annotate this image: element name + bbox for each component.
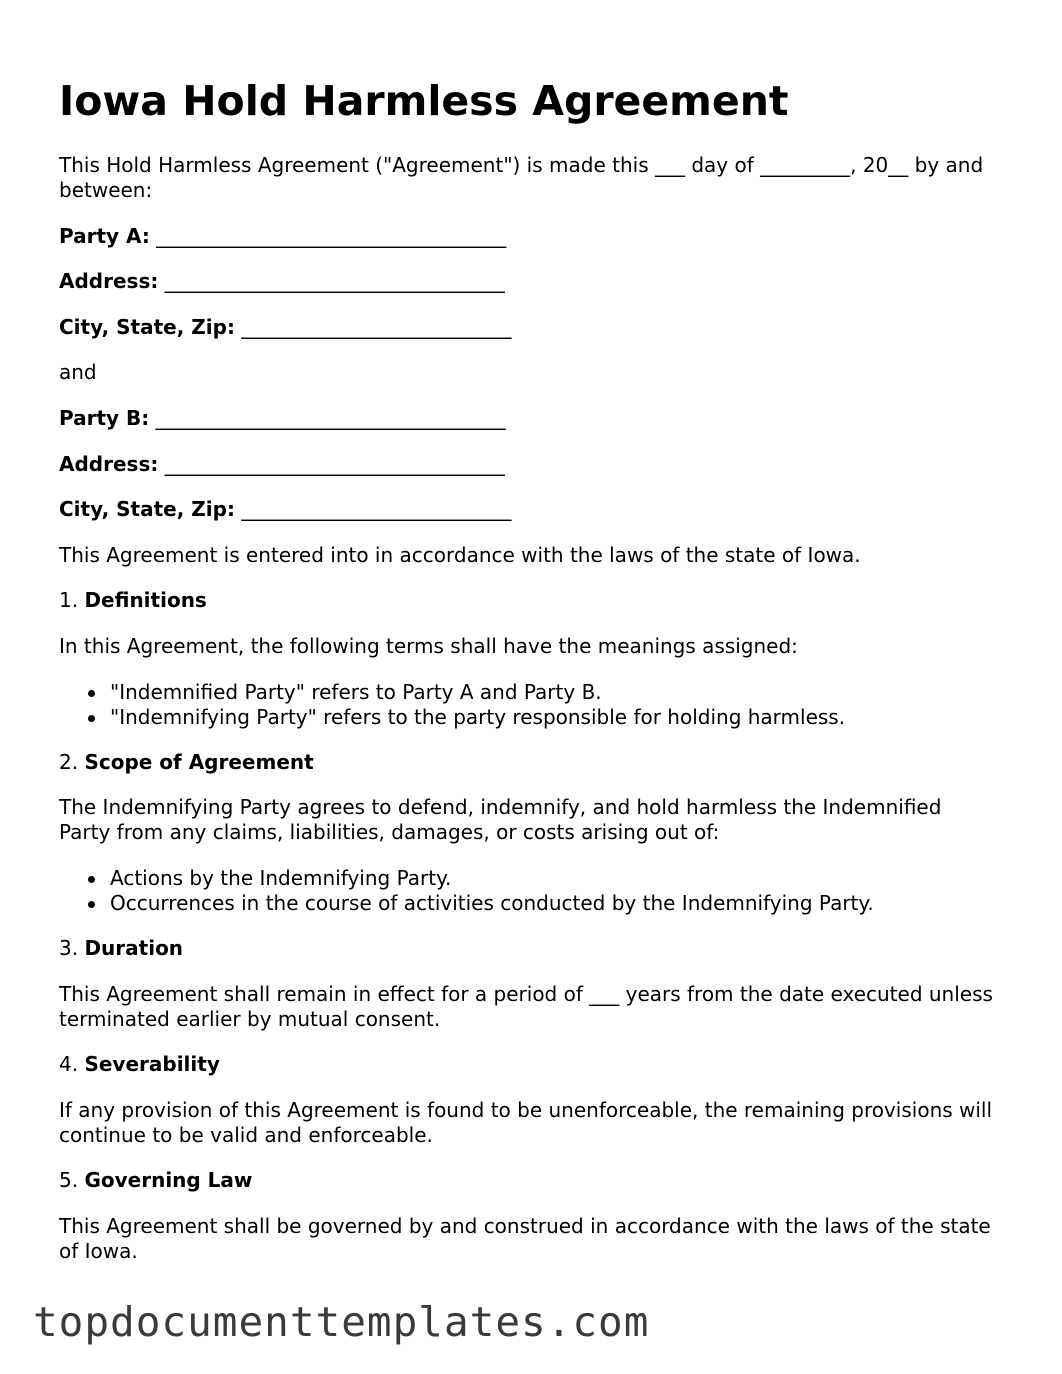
section-heading [59, 750, 314, 775]
section-body: In this Agreement, the following terms shall have the meanings assigned: [59, 634, 798, 658]
party-b-city-label: City, State, Zip: [59, 497, 235, 521]
section-number: 4. [59, 1052, 79, 1076]
section-title: Severability [84, 1052, 220, 1076]
party-b-address-label: Address: [59, 452, 159, 476]
party-a-address-blank: __________________________________ [158, 269, 505, 293]
party-a-city-blank: ___________________________ [234, 315, 512, 339]
party-a-name-line [59, 224, 506, 249]
party-a-city-line [59, 315, 511, 340]
party-a-name-label: Party A: [59, 224, 150, 248]
section-heading [59, 1052, 220, 1077]
list-item: Actions by the Indemnifying Party. [85, 866, 874, 891]
section-title: Scope of Agreement [84, 750, 314, 774]
document-title: Iowa Hold Harmless Agreement [59, 77, 789, 125]
section-body: This Agreement shall be governed by and construed in accordance with the laws of the state of Iowa. [59, 1214, 991, 1263]
bullet-list [85, 866, 874, 916]
section-heading [59, 936, 183, 961]
party-b-city-blank: ___________________________ [234, 497, 512, 521]
section-number: 3. [59, 936, 79, 960]
section-body: This Agreement shall remain in effect for a period of ___ years from the date executed unless terminated earlier by mutual consent. [59, 982, 993, 1031]
section-number: 1. [59, 588, 79, 612]
and-separator: and [59, 360, 97, 384]
list-item: "Indemnified Party" refers to Party A and Party B. [85, 680, 845, 705]
bullet-list [85, 680, 845, 730]
section-body: The Indemnifying Party agrees to defend, indemnify, and hold harmless the Indemnified Party from any claims, liabilities, damages, or costs arising out of: [59, 795, 942, 844]
section-heading [59, 1168, 252, 1193]
section-body: If any provision of this Agreement is found to be unenforceable, the remaining provisions will continue to be valid and enforceable. [59, 1098, 993, 1147]
list-item: "Indemnifying Party" refers to the party responsible for holding harmless. [85, 705, 845, 730]
party-b-address-line [59, 452, 505, 477]
section-title: Duration [84, 936, 184, 960]
intro-paragraph: This Hold Harmless Agreement ("Agreement") is made this ___ day of _________, 20__ by and between: [59, 153, 984, 202]
list-item: Occurrences in the course of activities conducted by the Indemnifying Party. [85, 891, 874, 916]
party-b-name-blank: ___________________________________ [149, 406, 506, 430]
party-b-city-line [59, 497, 511, 522]
site-watermark: topdocumenttemplates.com [33, 1298, 650, 1346]
section-number: 5. [59, 1168, 79, 1192]
party-b-address-blank: __________________________________ [158, 452, 505, 476]
laws-statement: This Agreement is entered into in accordance with the laws of the state of Iowa. [59, 543, 861, 567]
party-b-name-line [59, 406, 506, 431]
section-title: Definitions [84, 588, 207, 612]
section-heading [59, 588, 207, 613]
party-b-name-label: Party B: [59, 406, 150, 430]
party-a-address-label: Address: [59, 269, 159, 293]
party-a-address-line [59, 269, 505, 294]
section-number: 2. [59, 750, 79, 774]
section-title: Governing Law [84, 1168, 253, 1192]
party-a-city-label: City, State, Zip: [59, 315, 235, 339]
party-a-name-blank: ___________________________________ [149, 224, 507, 248]
